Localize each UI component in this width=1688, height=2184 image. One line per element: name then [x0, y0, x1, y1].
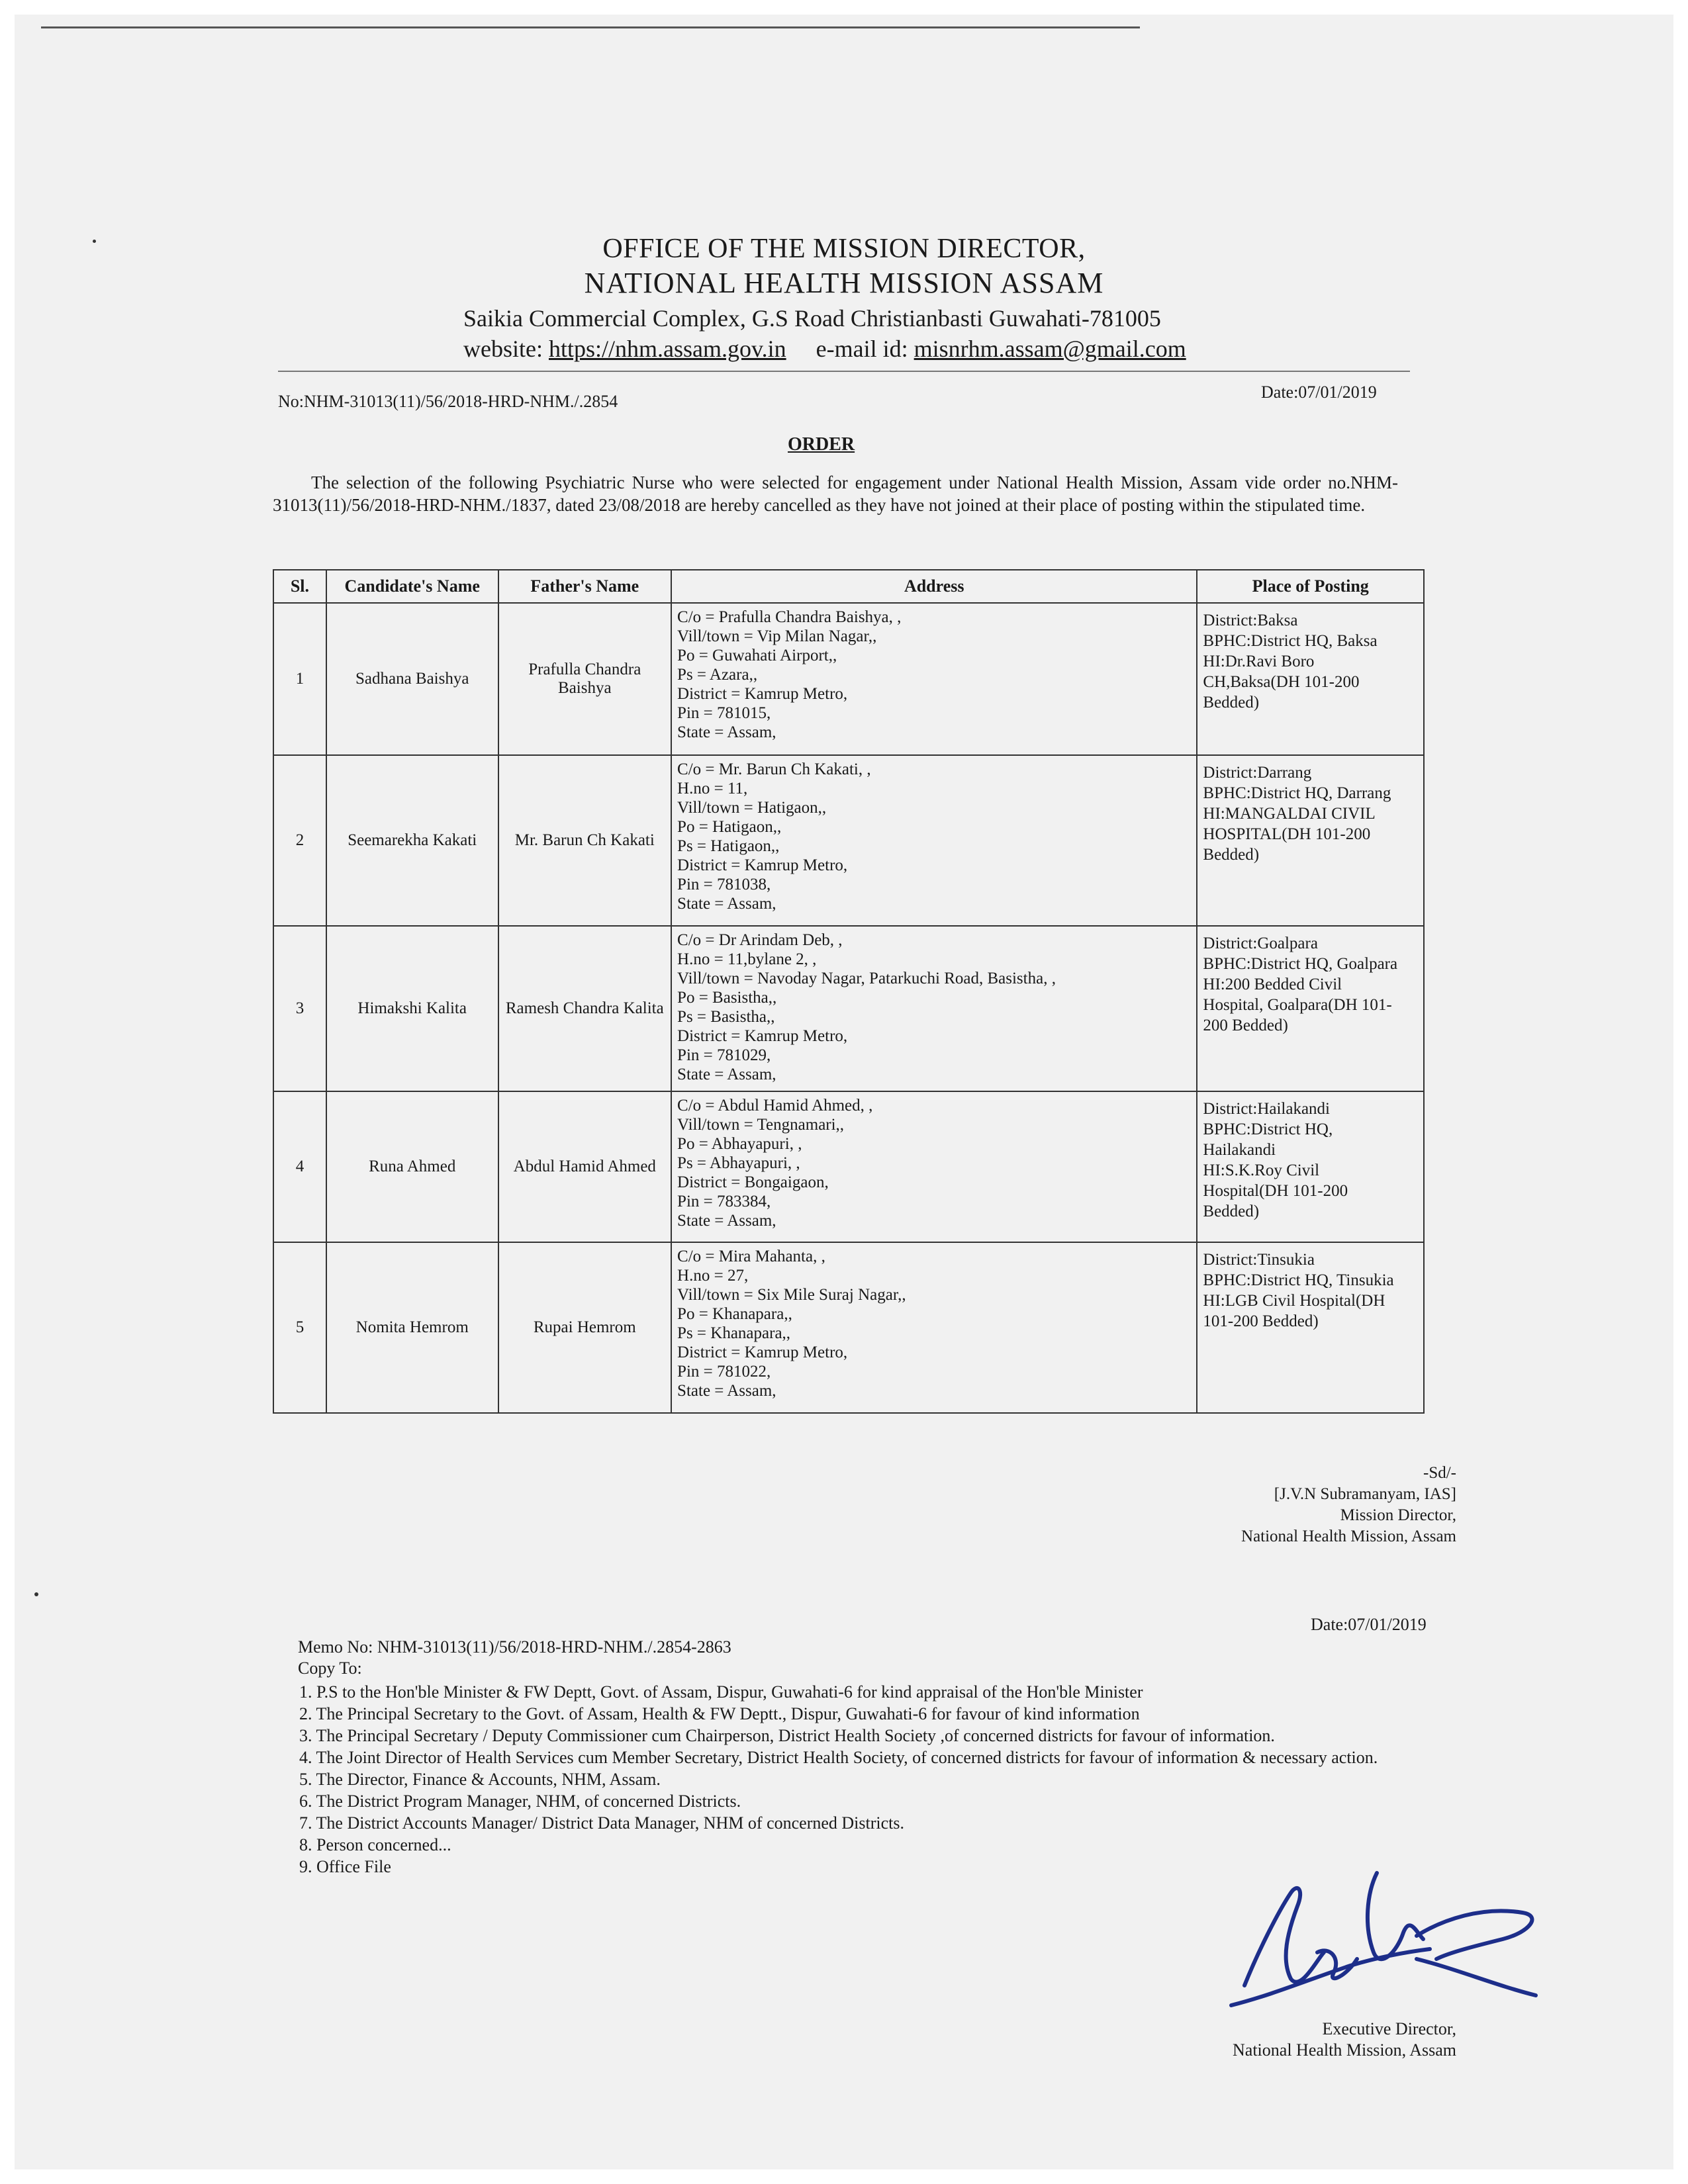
- header-divider: [278, 371, 1410, 372]
- copy-to-item: 5. The Director, Finance & Accounts, NHM, Assam.: [299, 1770, 661, 1789]
- reference-number: No:NHM-31013(11)/56/2018-HRD-NHM./.2854: [278, 392, 618, 411]
- cell-address: [671, 755, 1197, 926]
- copy-to-item: 6. The District Program Manager, NHM, of concerned Districts.: [299, 1792, 741, 1811]
- address-line: Po = Hatigaon,,: [677, 818, 782, 836]
- address-line: Vill/town = Navoday Nagar, Patarkuchi Road, Basistha, ,: [677, 970, 1056, 987]
- address-line: C/o = Mr. Barun Ch Kakati, ,: [677, 760, 871, 778]
- exec-org: National Health Mission, Assam: [1233, 2040, 1456, 2060]
- cell-place-of-posting: [1197, 926, 1424, 1091]
- table-row: [273, 603, 1424, 755]
- address-line: State = Assam,: [677, 723, 776, 741]
- exec-designation: Executive Director,: [1322, 2019, 1456, 2038]
- copy-to-item: 8. Person concerned...: [299, 1835, 451, 1854]
- cell-candidate-name: Seemarekha Kakati: [326, 755, 498, 926]
- cell-place-of-posting: [1197, 755, 1424, 926]
- address-line: State = Assam,: [677, 895, 776, 913]
- address-line: Pin = 781022,: [677, 1363, 771, 1381]
- table-row: [273, 1242, 1424, 1413]
- table-header-row: [273, 570, 1424, 603]
- order-date: Date:07/01/2019: [1261, 383, 1377, 402]
- copy-to-item: 3. The Principal Secretary / Deputy Commissioner cum Chairperson, District Health Society ,of concerned districts for favour of information.: [299, 1726, 1275, 1745]
- signatory-designation: Mission Director,: [1340, 1506, 1456, 1524]
- cell-father-name: Abdul Hamid Ahmed: [498, 1091, 672, 1242]
- address-line: C/o = Abdul Hamid Ahmed, ,: [677, 1097, 873, 1115]
- address-line: Pin = 783384,: [677, 1193, 771, 1210]
- address-line: Ps = Khanapara,,: [677, 1324, 791, 1342]
- memo-number: Memo No: NHM-31013(11)/56/2018-HRD-NHM./.2854-2863: [298, 1637, 731, 1657]
- address-line: H.no = 11,: [677, 780, 748, 797]
- address-line: Vill/town = Tengnamari,,: [677, 1116, 845, 1134]
- address-line: Vill/town = Vip Milan Nagar,,: [677, 627, 877, 645]
- address-line: State = Assam,: [677, 1066, 776, 1083]
- address-line: Ps = Basistha,,: [677, 1008, 775, 1026]
- office-title: OFFICE OF THE MISSION DIRECTOR,: [602, 234, 1086, 264]
- address-line: District = Bongaigaon,: [677, 1173, 829, 1191]
- order-heading: ORDER: [788, 434, 855, 455]
- order-body: The selection of the following Psychiatric Nurse who were selected for engagement under National Health Mission, Assam vide order no.NHM-31013(11)/56/2018-HRD-NHM./1837, dated 23/08/2018 are hereby cancelled as they have not joined at their place of posting within the stipulated time.: [273, 473, 1398, 515]
- posting-text: District:Baksa BPHC:District HQ, Baksa HI:Dr.Ravi Boro CH,Baksa(DH 101-200 Bedded): [1203, 612, 1378, 711]
- email-link[interactable]: misnrhm.assam@gmail.com: [914, 336, 1186, 362]
- executive-director-signoff: [1192, 2019, 1456, 2061]
- organization-title: NATIONAL HEALTH MISSION ASSAM: [584, 267, 1104, 299]
- cell-father-name: Rupai Hemrom: [498, 1242, 672, 1413]
- copy-to-item: 1. P.S to the Hon'ble Minister & FW Deptt, Govt. of Assam, Dispur, Guwahati-6 for kind appraisal of the Hon'ble Minister: [299, 1682, 1143, 1702]
- col-header-address: Address: [671, 570, 1197, 603]
- cell-place-of-posting: [1197, 1242, 1424, 1413]
- copy-to-item: 4. The Joint Director of Health Services cum Member Secretary, District Health Society, of concerned districts for favour of information & necessary action.: [299, 1748, 1378, 1767]
- posting-text: District:Tinsukia BPHC:District HQ, Tinsukia HI:LGB Civil Hospital(DH 101-200 Bedded): [1203, 1251, 1394, 1330]
- copy-to-list: [299, 1681, 1438, 1878]
- cell-father-name: Ramesh Chandra Kalita: [498, 926, 672, 1091]
- email-label: e-mail id:: [816, 336, 908, 362]
- contact-line: [463, 335, 1186, 363]
- copy-to-label: Copy To:: [298, 1659, 362, 1678]
- cell-sl: 4: [273, 1091, 326, 1242]
- cell-sl: 1: [273, 603, 326, 755]
- table-row: [273, 755, 1424, 926]
- col-header-posting: Place of Posting: [1197, 570, 1424, 603]
- address-line: Po = Basistha,,: [677, 989, 777, 1007]
- address-line: District = Kamrup Metro,: [677, 1343, 848, 1361]
- copy-to-item: 9. Office File: [299, 1857, 391, 1876]
- address-line: Po = Guwahati Airport,,: [677, 647, 837, 664]
- scan-edge-line: [41, 26, 1140, 28]
- address-line: H.no = 27,: [677, 1267, 749, 1285]
- address-line: Pin = 781029,: [677, 1046, 771, 1064]
- address-line: District = Kamrup Metro,: [677, 1027, 848, 1045]
- signatory-org: National Health Mission, Assam: [1241, 1527, 1456, 1545]
- cell-place-of-posting: [1197, 603, 1424, 755]
- address-line: District = Kamrup Metro,: [677, 856, 848, 874]
- sd-mark: -Sd/-: [1423, 1464, 1456, 1482]
- address-line: District = Kamrup Metro,: [677, 685, 848, 703]
- cancellation-table: [273, 569, 1425, 1414]
- website-link[interactable]: https://nhm.assam.gov.in: [548, 336, 786, 362]
- cell-sl: 3: [273, 926, 326, 1091]
- posting-text: District:Darrang BPHC:District HQ, Darrang HI:MANGALDAI CIVIL HOSPITAL(DH 101-200 Bedded): [1203, 764, 1391, 864]
- address-line: Pin = 781015,: [677, 704, 771, 722]
- posting-text: District:Hailakandi BPHC:District HQ, Hailakandi HI:S.K.Roy Civil Hospital(DH 101-200 Bedded): [1203, 1100, 1348, 1220]
- copy-to-item: 7. The District Accounts Manager/ District Data Manager, NHM of concerned Districts.: [299, 1813, 904, 1833]
- address-line: H.no = 11,bylane 2, ,: [677, 950, 817, 968]
- scan-speck: [34, 1592, 38, 1596]
- cell-father-name: Prafulla Chandra Baishya: [498, 603, 672, 755]
- cell-candidate-name: Sadhana Baishya: [326, 603, 498, 755]
- office-address: Saikia Commercial Complex, G.S Road Christianbasti Guwahati-781005: [463, 305, 1161, 332]
- handwritten-signature: [1218, 1853, 1562, 2038]
- mission-director-signoff: [1178, 1463, 1456, 1547]
- cell-address: [671, 1091, 1197, 1242]
- table-row: [273, 1091, 1424, 1242]
- address-line: Po = Khanapara,,: [677, 1305, 792, 1323]
- website-label: website:: [463, 336, 543, 362]
- cell-address: [671, 603, 1197, 755]
- address-line: State = Assam,: [677, 1382, 776, 1400]
- address-line: Ps = Abhayapuri, ,: [677, 1154, 800, 1172]
- cell-address: [671, 926, 1197, 1091]
- address-line: Pin = 781038,: [677, 876, 771, 893]
- address-line: Po = Abhayapuri, ,: [677, 1135, 802, 1153]
- cell-place-of-posting: [1197, 1091, 1424, 1242]
- address-line: C/o = Mira Mahanta, ,: [677, 1248, 825, 1265]
- table-row: [273, 926, 1424, 1091]
- col-header-sl: Sl.: [273, 570, 326, 603]
- signatory-name: [J.V.N Subramanyam, IAS]: [1274, 1485, 1456, 1503]
- col-header-candidate: Candidate's Name: [326, 570, 498, 603]
- address-line: C/o = Dr Arindam Deb, ,: [677, 931, 843, 949]
- cell-candidate-name: Nomita Hemrom: [326, 1242, 498, 1413]
- col-header-father: Father's Name: [498, 570, 672, 603]
- cell-candidate-name: Himakshi Kalita: [326, 926, 498, 1091]
- address-line: State = Assam,: [677, 1212, 776, 1230]
- copy-to-item: 2. The Principal Secretary to the Govt. of Assam, Health & FW Deptt., Dispur, Guwahati-6 for favour of kind information: [299, 1704, 1140, 1723]
- cell-address: [671, 1242, 1197, 1413]
- cell-father-name: Mr. Barun Ch Kakati: [498, 755, 672, 926]
- cell-sl: 5: [273, 1242, 326, 1413]
- address-line: C/o = Prafulla Chandra Baishya, ,: [677, 608, 902, 626]
- memo-date: Date:07/01/2019: [1311, 1615, 1427, 1634]
- posting-text: District:Goalpara BPHC:District HQ, Goalpara HI:200 Bedded Civil Hospital, Goalpara(DH 101- 200 Bedded): [1203, 934, 1398, 1034]
- address-line: Vill/town = Six Mile Suraj Nagar,,: [677, 1286, 906, 1304]
- address-line: Ps = Hatigaon,,: [677, 837, 780, 855]
- cell-candidate-name: Runa Ahmed: [326, 1091, 498, 1242]
- address-line: Ps = Azara,,: [677, 666, 758, 684]
- address-line: Vill/town = Hatigaon,,: [677, 799, 827, 817]
- cell-sl: 2: [273, 755, 326, 926]
